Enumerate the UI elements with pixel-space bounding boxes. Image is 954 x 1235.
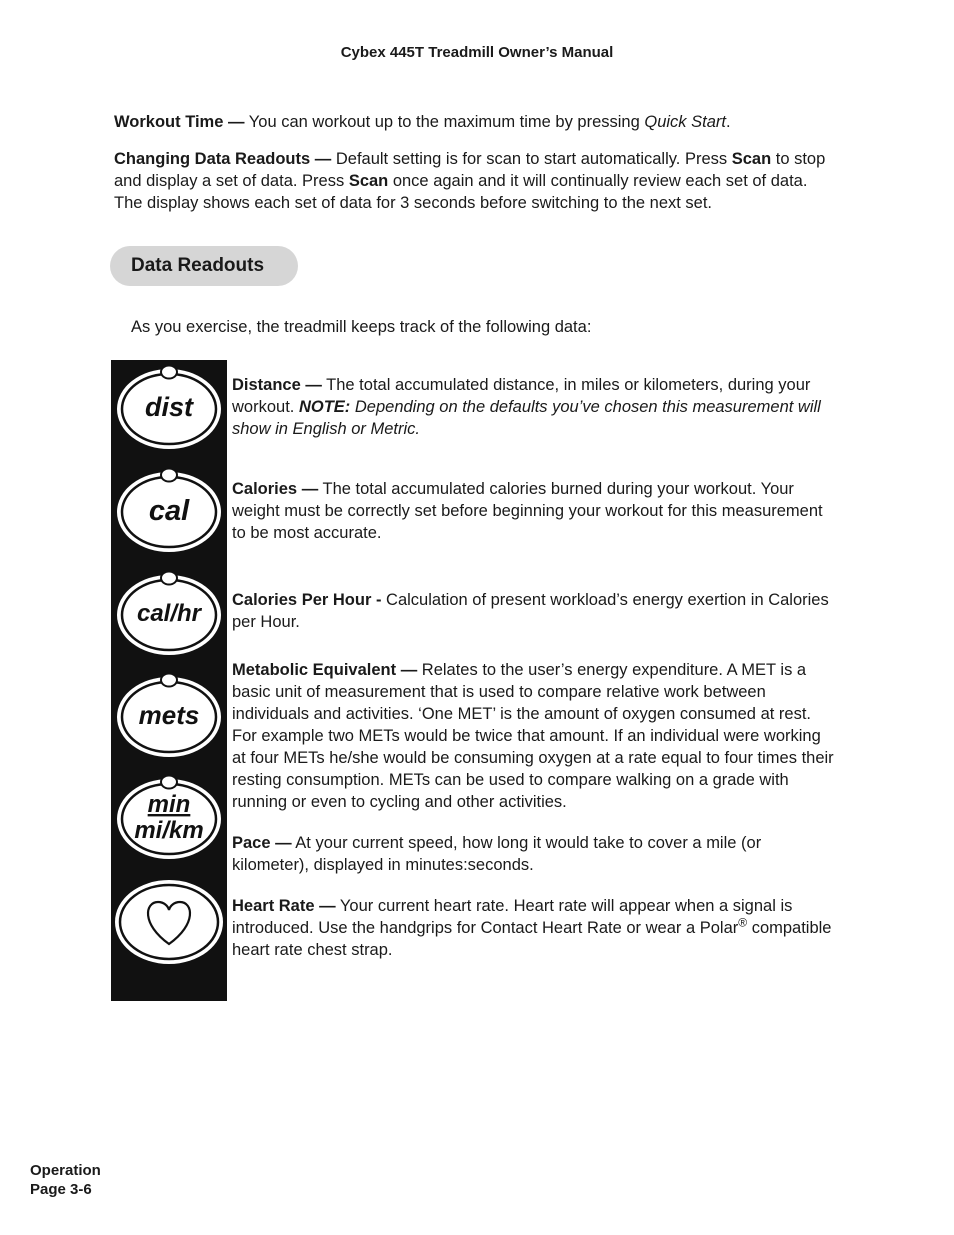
met-text: Relates to the user’s energy expenditure. A MET is a basic unit of measurement that is used to compare relative work between individuals and activities. ‘One MET’ is the amount of oxygen consumed at rest. For example two METs would be twice that amount. If an individual were working at four METs he/she would be consuming oxygen at a rate equal to four times their resting consumption. METs can be used to compare walking on a grade with running or even to cycling and other activities.	[232, 661, 834, 811]
cal-hr-button-label: cal/hr	[136, 600, 202, 627]
pace-button-icon	[111, 772, 227, 862]
scan-term-1: Scan	[731, 150, 772, 168]
met-entry	[232, 659, 837, 813]
min-button-label: min	[147, 791, 191, 818]
section-title: Data Readouts	[131, 255, 265, 276]
pace-label: Pace —	[232, 834, 292, 852]
changing-data-text-2: to stop and display a set of data. Press	[114, 150, 826, 190]
heart-rate-text-end: compatible heart rate chest strap.	[232, 919, 832, 959]
heart-rate-label: Heart Rate —	[232, 897, 336, 915]
workout-time-label: Workout Time —	[114, 113, 245, 131]
pace-entry	[232, 832, 837, 876]
registered-mark: ®	[738, 915, 748, 930]
heart-rate-text: Your current heart rate. Heart rate will appear when a signal is introduced. Use the handgrips for Contact Heart Rate or wear a Polar	[232, 897, 793, 937]
changing-data-label: Changing Data Readouts —	[114, 150, 332, 168]
pace-text: At your current speed, how long it would take to cover a mile (or kilometer), displayed in minutes:seconds.	[232, 834, 762, 874]
quick-start-term: Quick Start	[644, 113, 726, 131]
cal-button-icon	[111, 465, 227, 555]
mi-km-button-label: mi/km	[134, 817, 204, 844]
distance-text: The total accumulated distance, in miles or kilometers, during your workout.	[232, 376, 811, 416]
calories-per-hour-label: Calories Per Hour -	[232, 591, 382, 609]
dist-button-label: dist	[144, 392, 194, 422]
cal-button-label: cal	[148, 495, 190, 527]
changing-data-text-1: Default setting is for scan to start automatically. Press	[331, 150, 732, 168]
calories-entry	[232, 478, 837, 544]
page-footer	[30, 1161, 101, 1199]
distance-entry	[232, 374, 837, 440]
calories-per-hour-text: Calculation of present workload’s energy exertion in Calories per Hour.	[232, 591, 829, 631]
footer-page-number: Page 3-6	[30, 1181, 92, 1198]
intro-text: As you exercise, the treadmill keeps track of the following data:	[131, 318, 592, 336]
met-label: Metabolic Equivalent —	[232, 661, 418, 679]
dist-button-icon	[111, 362, 227, 452]
mets-button-label: mets	[138, 700, 200, 730]
calories-per-hour-entry	[232, 589, 837, 633]
workout-time-text: You can workout up to the maximum time by pressing	[244, 113, 645, 131]
distance-label: Distance —	[232, 376, 322, 394]
footer-section: Operation	[30, 1162, 101, 1179]
mets-button-icon	[111, 670, 227, 760]
scan-term-2: Scan	[348, 172, 389, 190]
calories-text: The total accumulated calories burned during your workout. Your weight must be correctly set before beginning your workout for this measurement to be most accurate.	[232, 480, 823, 542]
heart-button-icon	[111, 876, 227, 968]
section-heading-pill	[110, 246, 298, 286]
distance-note-text: Depending on the defaults you’ve chosen this measurement will show in English or Metric.	[232, 398, 821, 438]
workout-time-end: .	[725, 113, 731, 131]
distance-note-label: NOTE:	[298, 398, 351, 416]
calories-label: Calories —	[232, 480, 319, 498]
changing-data-paragraph	[114, 148, 834, 214]
page-header: Cybex 445T Treadmill Owner’s Manual	[340, 44, 614, 61]
workout-time-paragraph	[114, 111, 834, 133]
heart-rate-entry	[232, 895, 837, 961]
changing-data-text-3: once again and it will continually review each set of data. The display shows each set of data for 3 seconds before switching to the next set.	[114, 172, 808, 212]
cal-hr-button-icon	[111, 568, 227, 658]
